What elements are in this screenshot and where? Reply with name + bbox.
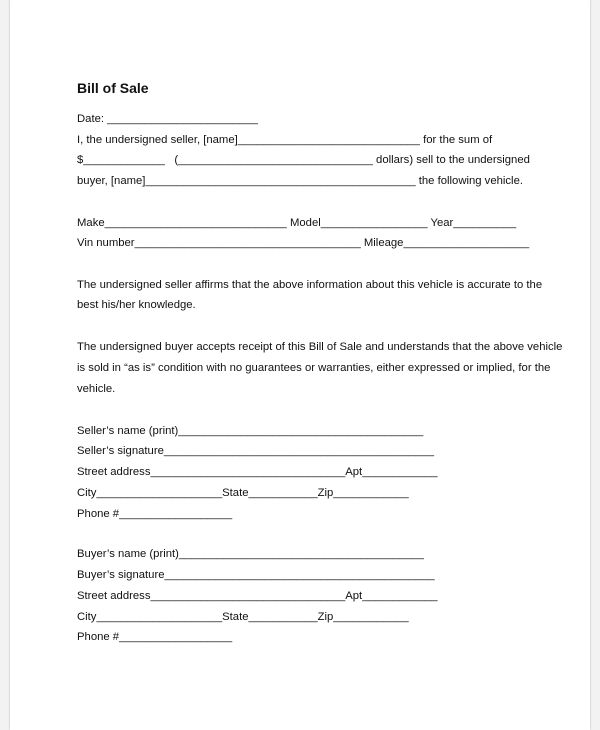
document-page [10, 0, 590, 730]
accept-line-3: vehicle. [77, 383, 116, 395]
sum-line: $_____________ (_______________________________ dollars) sell to the undersigned [77, 154, 530, 166]
seller-phone-line: Phone #__________________ [77, 508, 233, 520]
buyer-street-line: Street address_______________________________Apt____________ [77, 590, 438, 602]
accept-line-2: is sold in “as is” condition with no guarantees or warranties, either expressed or implied, for the [77, 362, 551, 374]
seller-signature-line: Seller’s signature___________________________________________ [77, 445, 435, 457]
date-line: Date: ________________________ [77, 113, 258, 125]
make-model-year-line: Make_____________________________ Model_________________ Year__________ [77, 217, 517, 229]
seller-city-line: City____________________State___________Zip____________ [77, 487, 409, 499]
affirm-line-2: best his/her knowledge. [77, 299, 196, 311]
document-title: Bill of Sale [77, 80, 149, 96]
buyer-city-line: City____________________State___________Zip____________ [77, 611, 409, 623]
buyer-print-name-line: Buyer’s name (print)_______________________________________ [77, 548, 424, 560]
affirm-line-1: The undersigned seller affirms that the above information about this vehicle is accurate to the [77, 279, 543, 291]
seller-print-name-line: Seller’s name (print)_______________________________________ [77, 425, 424, 437]
buyer-signature-line: Buyer’s signature___________________________________________ [77, 569, 435, 581]
buyer-name-line: buyer, [name]___________________________________________ the following vehicle. [77, 175, 523, 187]
seller-name-line: I, the undersigned seller, [name]_____________________________ for the sum of [77, 134, 493, 146]
accept-line-1: The undersigned buyer accepts receipt of this Bill of Sale and understands that the above vehicle [77, 341, 563, 353]
seller-street-line: Street address_______________________________Apt____________ [77, 466, 438, 478]
buyer-phone-line: Phone #__________________ [77, 631, 233, 643]
vin-mileage-line: Vin number____________________________________ Mileage____________________ [77, 237, 530, 249]
